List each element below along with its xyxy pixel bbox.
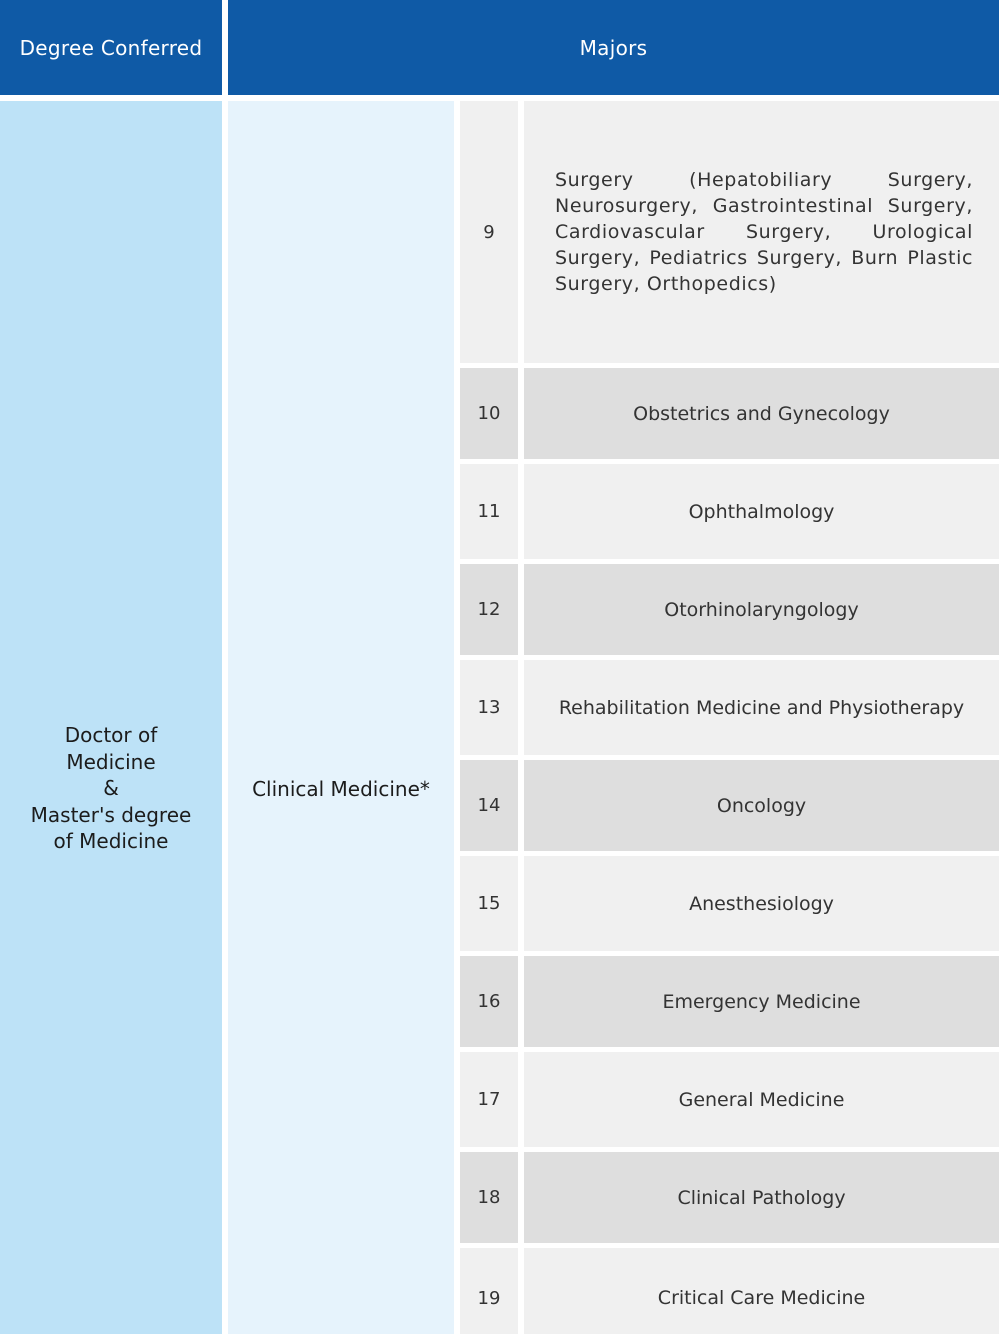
header-degree-label: Degree Conferred [19,35,203,60]
major-name: Clinical Pathology [524,1152,999,1243]
major-row [460,1152,999,1243]
major-number: 9 [460,101,518,363]
major-row [460,856,999,951]
major-number: 17 [460,1052,518,1147]
major-name: Surgery (Hepatobiliary Surgery, Neurosurgery, Gastrointestinal Surgery, Cardiovascular Surgery, Urological Surgery, Pediatrics Surgery, Burn Plastic Surgery, Orthopedics) [524,101,999,363]
major-number: 10 [460,368,518,459]
major-number: 12 [460,564,518,655]
major-row [460,564,999,655]
major-name: General Medicine [524,1052,999,1147]
degree-name [31,722,192,855]
major-name: Emergency Medicine [524,956,999,1047]
major-name: Otorhinolaryngology [524,564,999,655]
major-name: Ophthalmology [524,464,999,559]
major-number: 11 [460,464,518,559]
major-number: 18 [460,1152,518,1243]
major-number: 14 [460,760,518,851]
major-number: 15 [460,856,518,951]
degree-line: of Medicine [53,829,169,854]
degree-column [0,101,222,1334]
major-row [460,1052,999,1147]
degree-line: Medicine [66,749,156,774]
major-name: Critical Care Medicine [524,1248,999,1334]
major-name: Obstetrics and Gynecology [524,368,999,459]
header-majors-label: Majors [579,35,648,60]
major-name: Anesthesiology [524,856,999,951]
field-name: Clinical Medicine* [252,776,430,801]
header-degree-conferred [0,0,222,95]
major-row [460,760,999,851]
major-number: 19 [460,1248,518,1334]
major-number: 13 [460,660,518,755]
major-row [460,1248,999,1334]
major-name: Rehabilitation Medicine and Physiotherapy [524,660,999,755]
major-row [460,660,999,755]
degree-line: Doctor of [64,723,158,748]
major-row [460,368,999,459]
degree-line: & [103,776,119,801]
major-number: 16 [460,956,518,1047]
major-row [460,956,999,1047]
header-majors [228,0,999,95]
degree-line: Master's degree [30,802,192,827]
major-row [460,464,999,559]
field-column [228,101,454,1334]
major-name: Oncology [524,760,999,851]
major-row [460,101,999,363]
